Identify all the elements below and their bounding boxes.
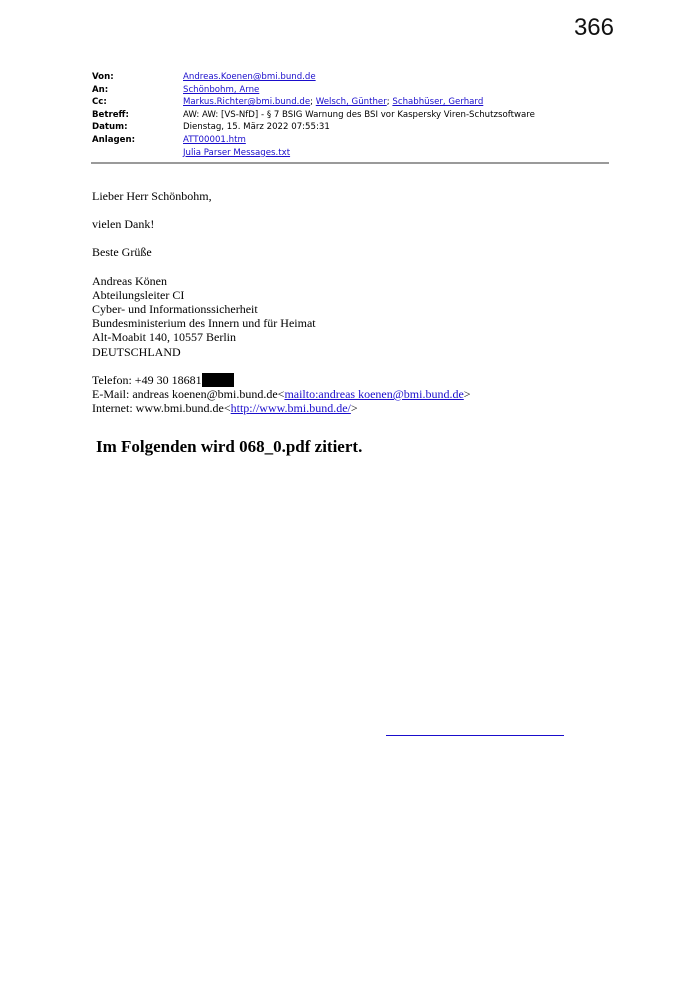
subject-text: AW: AW: [VS-NfD] - § 7 BSIG Warnung des BSI vor Kaspersky Viren-Schutzsoftware: [183, 109, 535, 120]
redaction-box: [202, 373, 234, 387]
phone-line: [92, 373, 612, 387]
header-label: An:: [92, 84, 109, 95]
phone-text: Telefon: +49 30 18681: [92, 372, 202, 387]
empty-link-underline: [386, 735, 564, 736]
email-prefix: E-Mail: andreas koenen@bmi.bund.de<: [92, 387, 285, 402]
web-suffix: >: [350, 401, 358, 416]
email-body: [92, 189, 612, 415]
web-prefix: Internet: www.bmi.bund.de<: [92, 401, 231, 416]
header-label: Anlagen:: [92, 134, 136, 145]
cc-link-richter[interactable]: Markus.Richter@bmi.bund.de: [183, 97, 311, 108]
header-row-attachments: [92, 134, 608, 147]
cc-link-welsch[interactable]: Welsch, Günther: [315, 97, 387, 108]
header-row-cc: [92, 96, 608, 109]
header-row-attachments-2: [92, 147, 608, 160]
sender-link[interactable]: Andreas.Koenen@bmi.bund.de: [183, 72, 316, 82]
email-line: [92, 387, 612, 401]
header-label: Datum:: [92, 122, 128, 133]
closing-line: Beste Grüße: [92, 245, 152, 260]
cc-link-schabhueser[interactable]: Schabhüser, Gerhard: [392, 97, 484, 108]
header-label: Betreff:: [92, 109, 129, 120]
signature-line: Abteilungsleiter CI: [92, 287, 185, 302]
signature-line: Bundesministerium des Innern und für Heimat: [92, 316, 316, 331]
web-line: [92, 401, 612, 415]
mailto-link[interactable]: mailto:andreas koenen@bmi.bund.de: [284, 387, 464, 402]
header-divider: [91, 162, 609, 164]
attachment-link[interactable]: Julia Parser Messages.txt: [183, 147, 291, 158]
quote-heading: Im Folgenden wird 068_0.pdf zitiert.: [96, 437, 363, 456]
signature-line: Alt-Moabit 140, 10557 Berlin: [92, 330, 236, 345]
header-label: Cc:: [92, 97, 107, 108]
email-suffix: >: [463, 387, 471, 402]
header-row-date: [92, 121, 608, 134]
attachment-link[interactable]: ATT00001.htm: [183, 134, 246, 145]
website-link[interactable]: http://www.bmi.bund.de/: [230, 401, 351, 416]
greeting: Lieber Herr Schönbohm,: [92, 189, 212, 203]
header-row-subject: [92, 109, 608, 122]
separator: ;: [386, 97, 393, 108]
separator: ;: [310, 97, 316, 108]
signature-line: Cyber- und Informationssicherheit: [92, 302, 258, 317]
recipient-link[interactable]: Schönbohm, Arne: [183, 84, 260, 95]
header-label: Von:: [92, 72, 114, 82]
header-row-to: [92, 84, 608, 97]
email-header: [92, 71, 608, 159]
thanks-line: vielen Dank!: [92, 217, 155, 232]
header-row-from: [92, 71, 608, 84]
signature-line: Andreas Könen: [92, 273, 167, 288]
page-number: 366: [573, 14, 614, 41]
date-text: Dienstag, 15. März 2022 07:55:31: [183, 122, 330, 133]
header-label: [92, 147, 183, 160]
signature-line: DEUTSCHLAND: [92, 344, 181, 359]
